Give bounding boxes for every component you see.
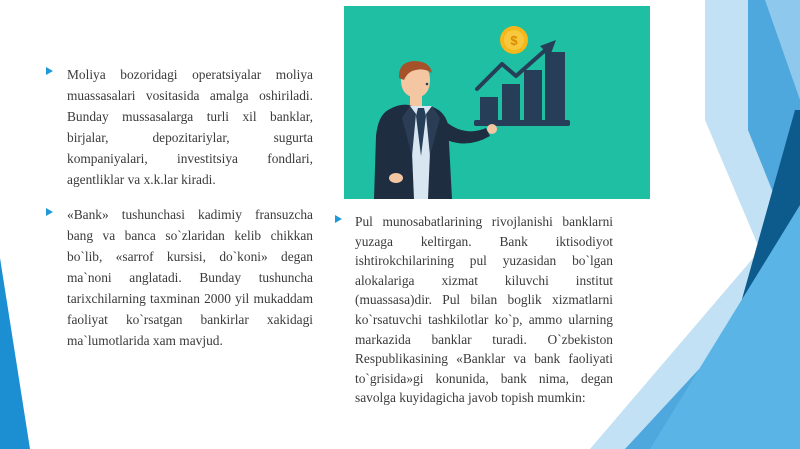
- paragraph-financial-institutions: Moliya bozoridagi operatsiyalar moliya muassasalari vositasida amalga oshiriladi. Bunday mussasalarga turli xil banklar, birjalar, depozitariylar, sugurta kompaniyalari, investitsiya fondlari, agentliklar va x.k.lar kiradi.: [67, 67, 313, 187]
- coin-symbol: $: [510, 33, 518, 48]
- bullet-marker-1: [46, 67, 53, 75]
- businessman-growth-chart-icon: [344, 6, 650, 199]
- bullet-marker-3: [335, 215, 342, 223]
- bullet-marker-2: [46, 208, 53, 216]
- left-blue-shape: [0, 258, 30, 449]
- paragraph-bank-definition: Pul munosabatlarining rivojlanishi banklarni yuzaga keltirgan. Bank iktisodiyot ishtirokchilarining pul yuzasidan bo`lgan alokalariga xizmat kiluvchi institut (muassasa)dir. Pul bilan boglik xizmatlarni ko`rsatuvchi tashkilotlar ko`p, ammo ularning markazida banklar turadi. O`zbekiston Respublikasining «Banklar va bank faoliyati to`grisida»gi konunida, bank nima, degan savolga kuyidagicha javob topish mumkin:: [355, 214, 613, 406]
- paragraph-bank-etymology: «Bank» tushunchasi kadimiy fransuzcha bang va banca so`zlaridan kelib chikkan bo`lib, «sarrof kursisi, do`koni» degan ma`noni anglatadi. Bunday tushuncha tarixchilarning taxminan 2000 yil mukaddam faoliyat ko`rsatgan bankirlar xakidagi ma`lumotlarida xam mavjud.: [67, 207, 313, 348]
